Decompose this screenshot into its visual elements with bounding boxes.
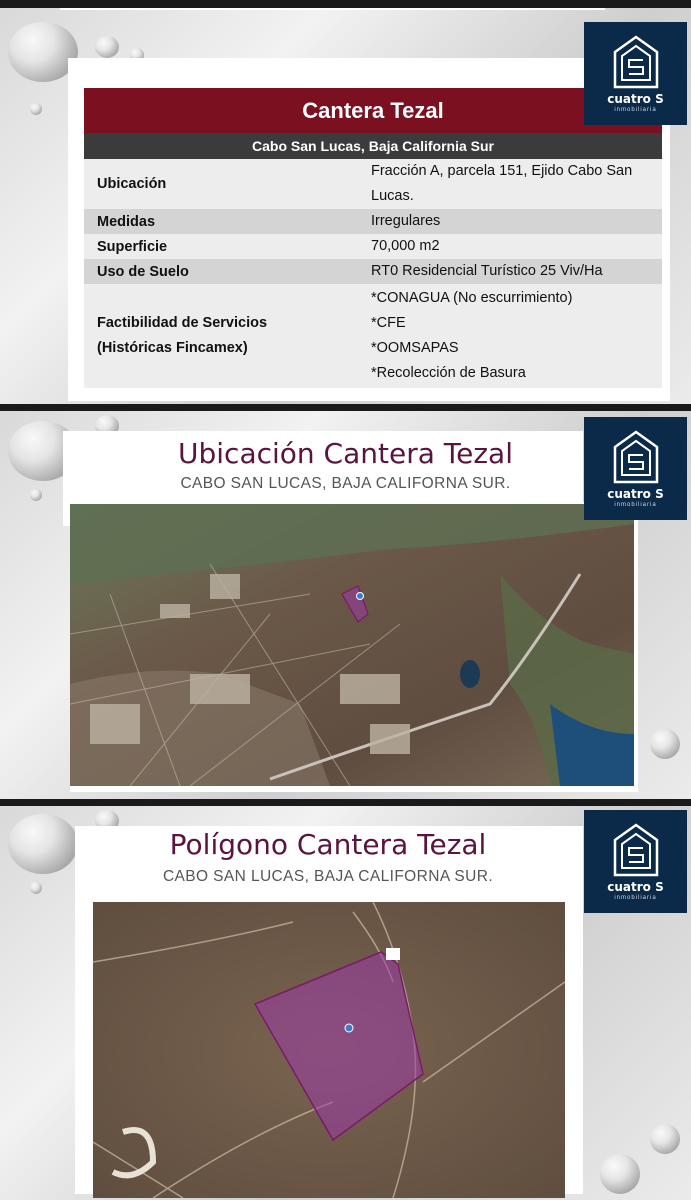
table-row bbox=[84, 234, 662, 259]
table-row bbox=[84, 259, 662, 284]
water-drop-decoration bbox=[650, 1124, 680, 1154]
water-drop-decoration bbox=[600, 1154, 640, 1194]
table-subtitle: Cabo San Lucas, Baja California Sur bbox=[84, 133, 662, 159]
row-label: Superficie bbox=[97, 238, 168, 255]
row-value bbox=[361, 209, 662, 234]
slide-property-details bbox=[0, 8, 691, 404]
value-line: *CFE bbox=[371, 315, 406, 331]
house-s-icon bbox=[610, 429, 662, 485]
water-drop-decoration bbox=[30, 103, 42, 115]
value-line: *OOMSAPAS bbox=[371, 340, 459, 356]
property-table bbox=[84, 88, 662, 388]
row-value bbox=[361, 234, 662, 259]
label-line: Factibilidad de Servicios bbox=[97, 315, 268, 331]
row-label: Medidas bbox=[97, 213, 156, 230]
previous-slide-edge bbox=[60, 8, 605, 10]
table-row bbox=[84, 209, 662, 234]
logo-subtext: inmobiliaria bbox=[614, 502, 657, 508]
aerial-location-map bbox=[70, 502, 638, 792]
slide-title: Ubicación Cantera Tezal bbox=[178, 437, 513, 470]
slide-location-map bbox=[0, 411, 691, 799]
house-s-icon bbox=[610, 822, 662, 878]
logo-text: cuatro S bbox=[607, 487, 664, 501]
row-value bbox=[361, 159, 662, 209]
row-label: Ubicación bbox=[97, 176, 167, 192]
slide-subtitle: CABO SAN LUCAS, BAJA CALIFORNA SUR. bbox=[180, 475, 511, 492]
value-line: RT0 Residencial Turístico 25 Viv/Ha bbox=[371, 263, 603, 279]
row-value bbox=[361, 284, 662, 388]
water-drop-decoration bbox=[650, 729, 680, 759]
table-row bbox=[84, 159, 662, 209]
row-value bbox=[361, 259, 662, 284]
brand-logo bbox=[584, 417, 687, 520]
satellite-image bbox=[70, 504, 634, 786]
slide-subtitle: CABO SAN LUCAS, BAJA CALIFORNA SUR. bbox=[162, 868, 494, 885]
value-line: *Recolección de Basura bbox=[371, 365, 526, 381]
slide-title: Polígono Cantera Tezal bbox=[169, 828, 487, 861]
slide-polygon-map bbox=[0, 806, 691, 1200]
row-label: Uso de Suelo bbox=[97, 263, 189, 280]
value-line: 70,000 m2 bbox=[371, 238, 440, 254]
satellite-image bbox=[93, 902, 565, 1198]
value-line: *CONAGUA (No escurrimiento) bbox=[371, 290, 573, 306]
logo-text: cuatro S bbox=[607, 92, 664, 106]
table-title: Cantera Tezal bbox=[84, 88, 662, 133]
water-drop-decoration bbox=[95, 36, 119, 58]
table-row bbox=[84, 284, 662, 388]
aerial-polygon-map bbox=[93, 902, 565, 1198]
value-line: Lucas. bbox=[371, 188, 414, 204]
row-label bbox=[84, 284, 361, 388]
brand-logo bbox=[584, 22, 687, 125]
logo-subtext: inmobiliaria bbox=[614, 895, 657, 901]
label-line: (Históricas Fincamex) bbox=[97, 340, 248, 356]
house-s-icon bbox=[610, 34, 662, 90]
logo-subtext: inmobiliaria bbox=[614, 107, 657, 113]
value-line: Irregulares bbox=[371, 213, 441, 229]
value-line: Fracción A, parcela 151, Ejido Cabo San bbox=[371, 163, 633, 179]
logo-text: cuatro S bbox=[607, 880, 664, 894]
details-card bbox=[68, 58, 670, 401]
brand-logo bbox=[584, 810, 687, 913]
